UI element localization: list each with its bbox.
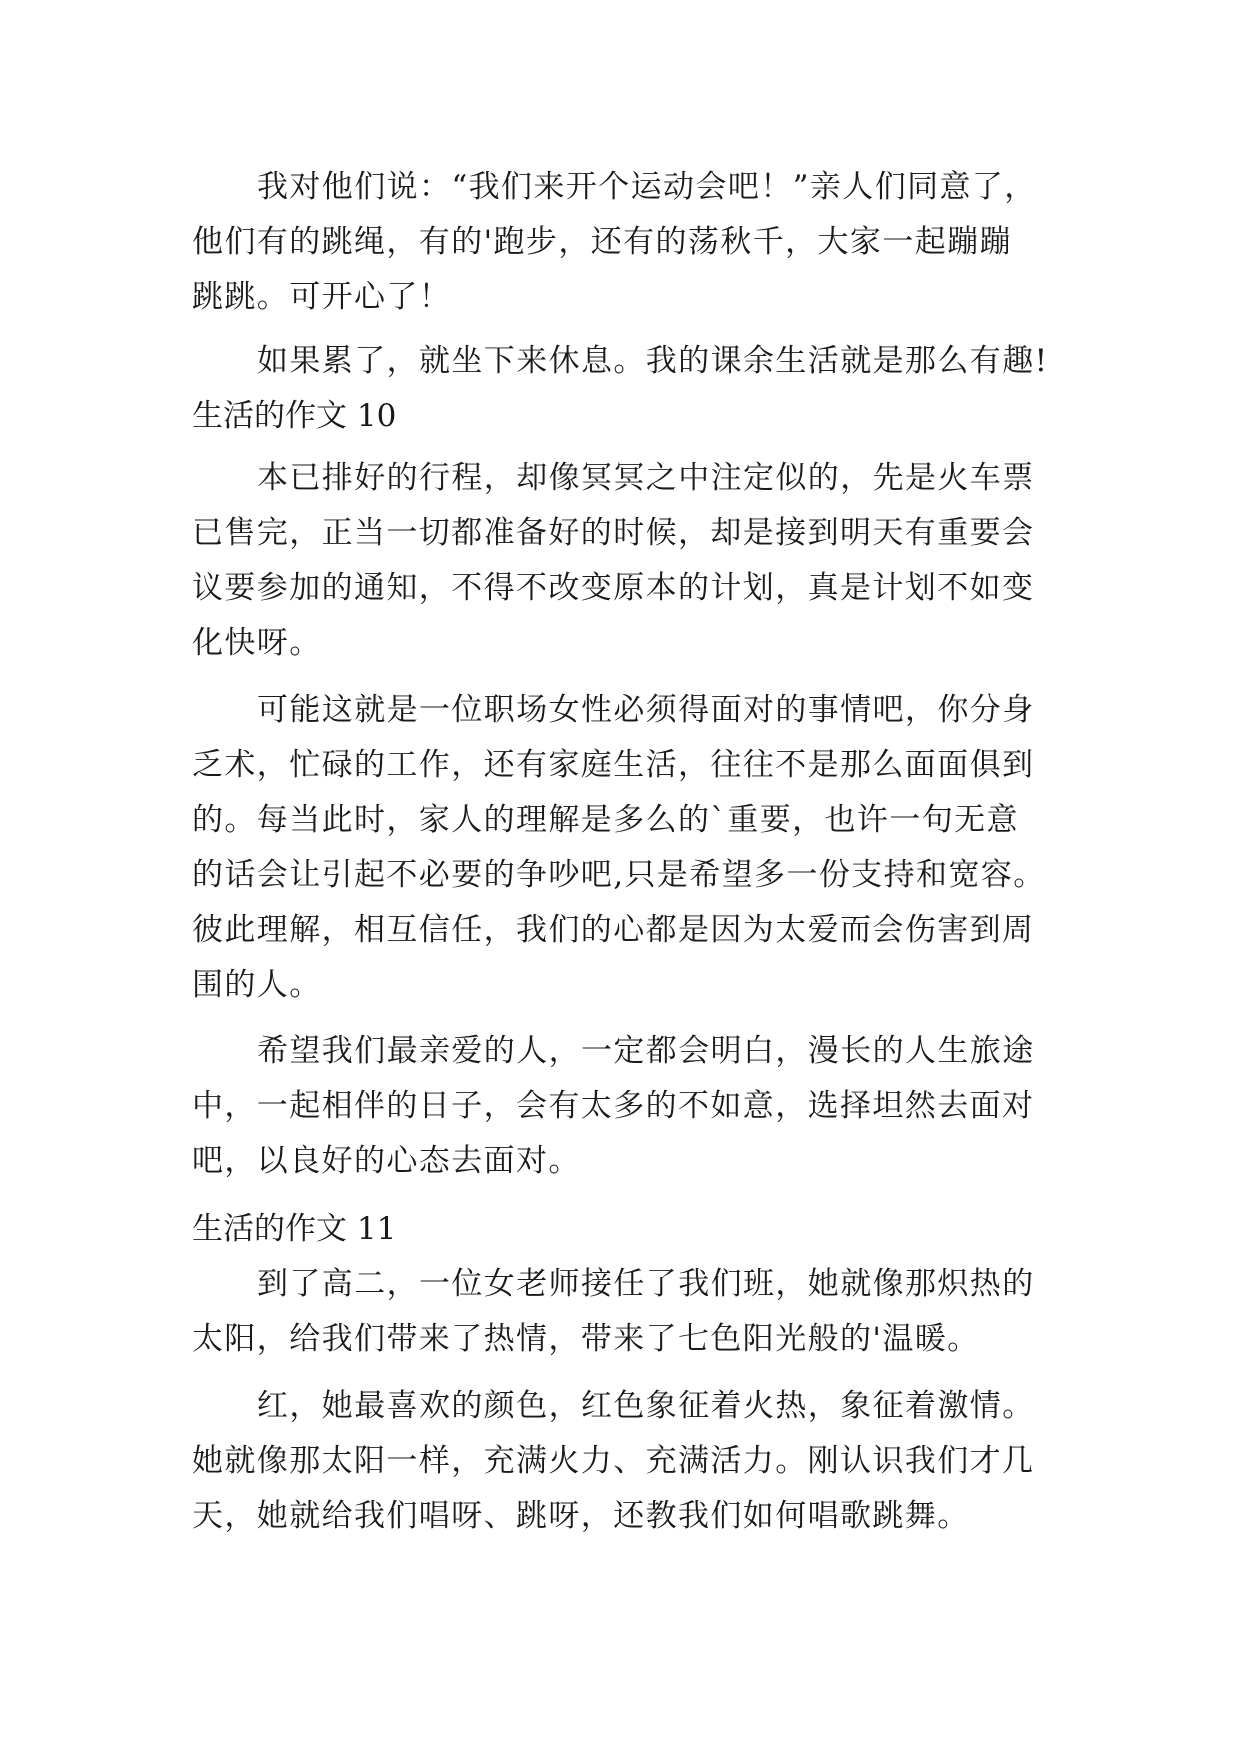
section-heading: 生活的作文 10 (192, 398, 397, 434)
text-line: 天，她就给我们唱呀、跳呀，还教我们如何唱歌跳舞。 (192, 1498, 970, 1534)
text-line: 本已排好的行程，却像冥冥之中注定似的，先是火车票 (257, 460, 1035, 496)
text-line: 的话会让引起不必要的争吵吧,只是希望多一份支持和宽容。 (192, 857, 1046, 893)
text-line: 彼此理解，相互信任，我们的心都是因为太爱而会伤害到周 (192, 912, 1035, 948)
text-line: 议要参加的通知，不得不改变原本的计划，真是计划不如变 (192, 570, 1035, 606)
text-line: 红，她最喜欢的颜色，红色象征着火热，象征着激情。 (257, 1388, 1035, 1424)
text-line: 吧，以良好的心态去面对。 (192, 1143, 581, 1179)
text-line: 太阳，给我们带来了热情，带来了七色阳光般的'温暖。 (192, 1321, 980, 1357)
text-line: 如果累了，就坐下来休息。我的课余生活就是那么有趣! (257, 343, 1049, 379)
text-line: 围的人。 (192, 967, 322, 1003)
text-line: 她就像那太阳一样，充满火力、充满活力。刚认识我们才几 (192, 1443, 1035, 1479)
text-line: 希望我们最亲爱的人，一定都会明白，漫长的人生旅途 (257, 1033, 1035, 1069)
text-line: 他们有的跳绳，有的'跑步，还有的荡秋千，大家一起蹦蹦 (192, 224, 1012, 260)
text-line: 到了高二，一位女老师接任了我们班，她就像那炽热的 (257, 1266, 1035, 1302)
text-line: 化快呀。 (192, 625, 322, 661)
text-line: 我对他们说：“我们来开个运动会吧！”亲人们同意了， (257, 169, 1037, 205)
text-line: 乏术，忙碌的工作，还有家庭生活，往往不是那么面面俱到 (192, 747, 1035, 783)
text-line: 跳跳。可开心了！ (192, 279, 452, 315)
text-line: 的。每当此时，家人的理解是多么的`重要，也许一句无意 (192, 802, 1019, 838)
text-line: 可能这就是一位职场女性必须得面对的事情吧，你分身 (257, 692, 1035, 728)
text-line: 已售完，正当一切都准备好的时候，却是接到明天有重要会 (192, 515, 1035, 551)
text-line: 中，一起相伴的日子，会有太多的不如意，选择坦然去面对 (192, 1088, 1035, 1124)
section-heading: 生活的作文 11 (192, 1211, 397, 1247)
